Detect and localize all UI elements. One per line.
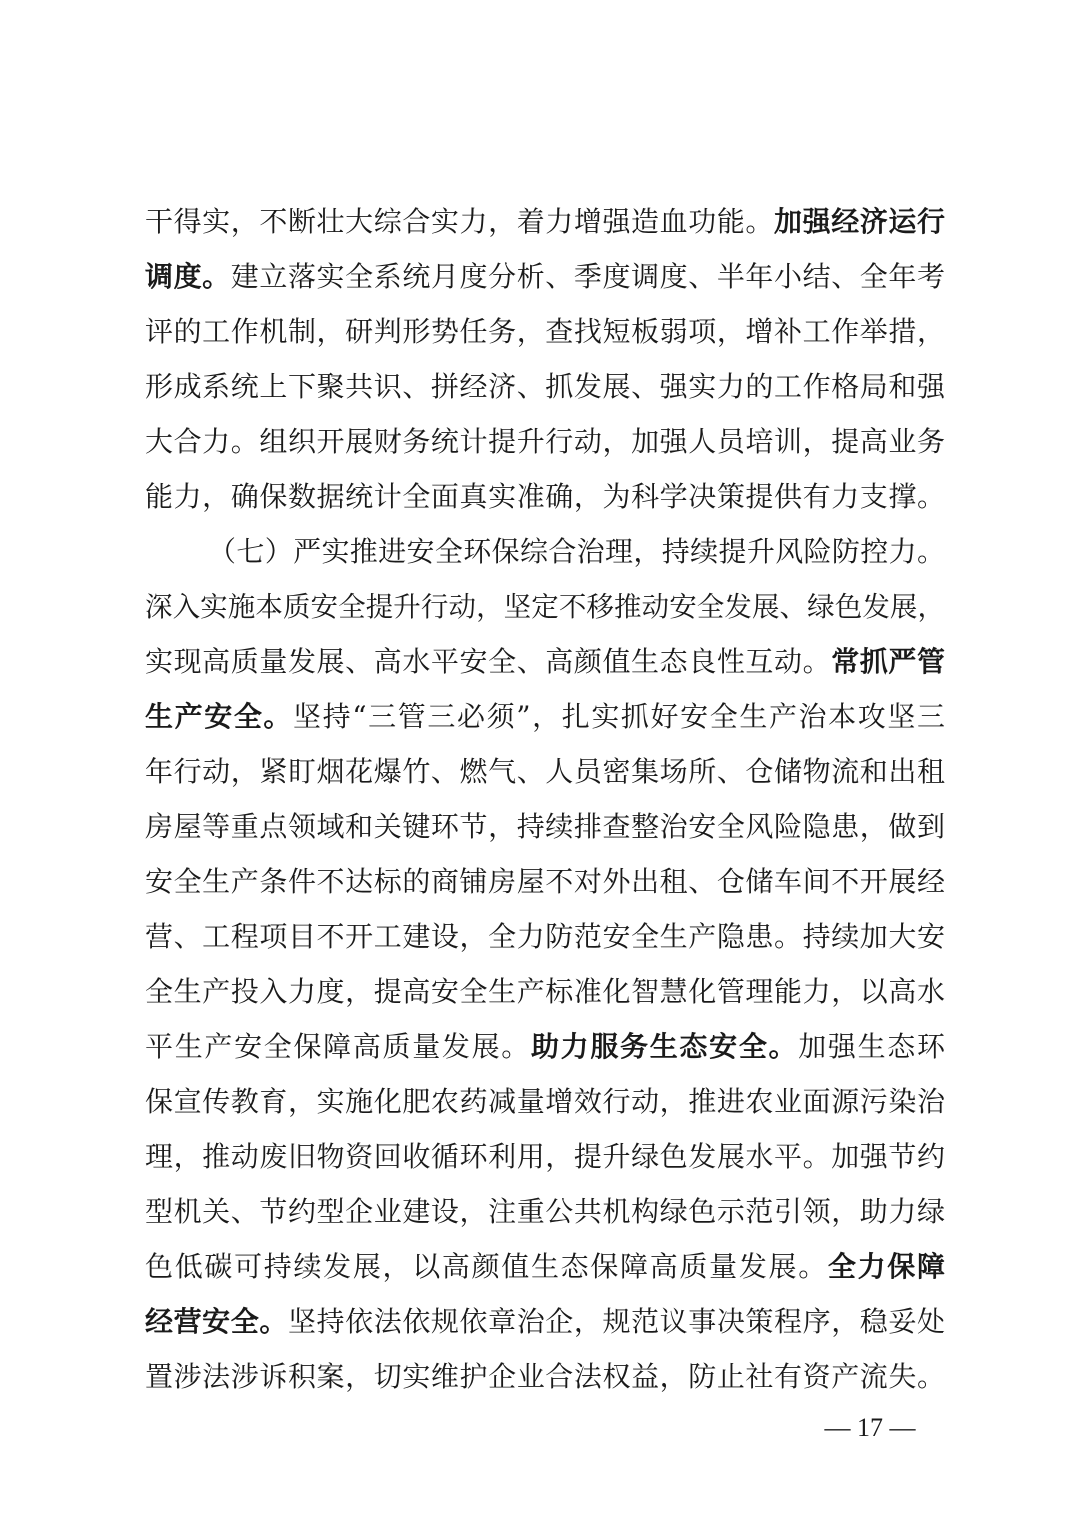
text-segment: （七）严实推进安全环保综合治理，持续提升风险防控力。 xyxy=(208,535,945,568)
text-segment: 能力，确保数据统计全面真实准确，为科学决策提供有力支撑。 xyxy=(145,480,945,513)
text-line xyxy=(145,805,945,849)
text-line xyxy=(145,1025,945,1069)
text-segment: 加强生态环 xyxy=(798,1030,945,1063)
text-segment: 年行动，紧盯烟花爆竹、燃气、人员密集场所、仓储物流和出租 xyxy=(145,755,945,788)
text-line xyxy=(145,640,945,684)
bold-heading: 常抓严管 xyxy=(831,645,945,678)
text-segment: 色低碳可持续发展，以高颜值生态保障高质量发展。 xyxy=(145,1250,828,1283)
text-segment: 房屋等重点领域和关键环节，持续排查整治安全风险隐患，做到 xyxy=(145,810,945,843)
text-line xyxy=(145,860,945,904)
text-line xyxy=(145,475,945,519)
bold-heading: 经营安全。 xyxy=(145,1305,288,1338)
bold-heading: 生产安全。 xyxy=(145,700,294,733)
bold-heading: 调度。 xyxy=(145,260,231,293)
text-line xyxy=(145,750,945,794)
text-line xyxy=(145,420,945,464)
text-segment: 评的工作机制，研判形势任务，查找短板弱项，增补工作举措， xyxy=(145,315,945,348)
text-line xyxy=(145,1355,945,1399)
text-segment: 坚持依法依规依章治企，规范议事决策程序，稳妥处 xyxy=(287,1305,945,1338)
text-segment: 实现高质量发展、高水平安全、高颜值生态良性互动。 xyxy=(145,645,832,678)
text-segment: 营、工程项目不开工建设，全力防范安全生产隐患。持续加大安 xyxy=(145,920,945,953)
text-line xyxy=(145,310,945,354)
page-number: — 17 — xyxy=(824,1413,916,1442)
text-line xyxy=(145,970,945,1014)
text-segment: 安全生产条件不达标的商铺房屋不对外出租、仓储车间不开展经 xyxy=(145,865,945,898)
text-line xyxy=(145,1135,945,1179)
text-line xyxy=(145,1245,945,1289)
section-heading xyxy=(208,530,945,574)
bold-heading: 加强经济运行 xyxy=(774,205,945,238)
text-line xyxy=(145,1300,945,1344)
text-segment: 坚持“三管三必须”，扎实抓好安全生产治本攻坚三 xyxy=(293,700,945,733)
text-line xyxy=(145,1190,945,1234)
text-line xyxy=(145,365,945,409)
text-segment: 大合力。组织开展财务统计提升行动，加强人员培训，提高业务 xyxy=(145,425,945,458)
text-segment: 置涉法涉诉积案，切实维护企业合法权益，防止社有资产流失。 xyxy=(145,1360,945,1393)
text-line xyxy=(145,695,945,739)
text-line xyxy=(145,1080,945,1124)
text-segment: 保宣传教育，实施化肥农药减量增效行动，推进农业面源污染治 xyxy=(145,1085,945,1118)
text-segment: 深入实施本质安全提升行动，坚定不移推动安全发展、绿色发展， xyxy=(145,591,945,623)
text-segment: 建立落实全系统月度分析、季度调度、半年小结、全年考 xyxy=(230,260,945,293)
text-line xyxy=(145,915,945,959)
text-segment: 理，推动废旧物资回收循环利用，提升绿色发展水平。加强节约 xyxy=(145,1140,945,1173)
text-segment: 型机关、节约型企业建设，注重公共机构绿色示范引领，助力绿 xyxy=(145,1195,945,1228)
text-segment: 平生产安全保障高质量发展。 xyxy=(145,1030,531,1063)
text-segment: 干得实，不断壮大综合实力，着力增强造血功能。 xyxy=(145,205,775,238)
text-segment: 形成系统上下聚共识、拼经济、抓发展、强实力的工作格局和强 xyxy=(145,370,945,403)
text-line xyxy=(145,200,945,244)
text-line xyxy=(145,255,945,299)
text-segment: 全生产投入力度，提高安全生产标准化智慧化管理能力，以高水 xyxy=(145,975,945,1008)
bold-heading: 全力保障 xyxy=(827,1250,945,1283)
text-line xyxy=(145,585,945,629)
bold-heading: 助力服务生态安全。 xyxy=(530,1030,799,1063)
